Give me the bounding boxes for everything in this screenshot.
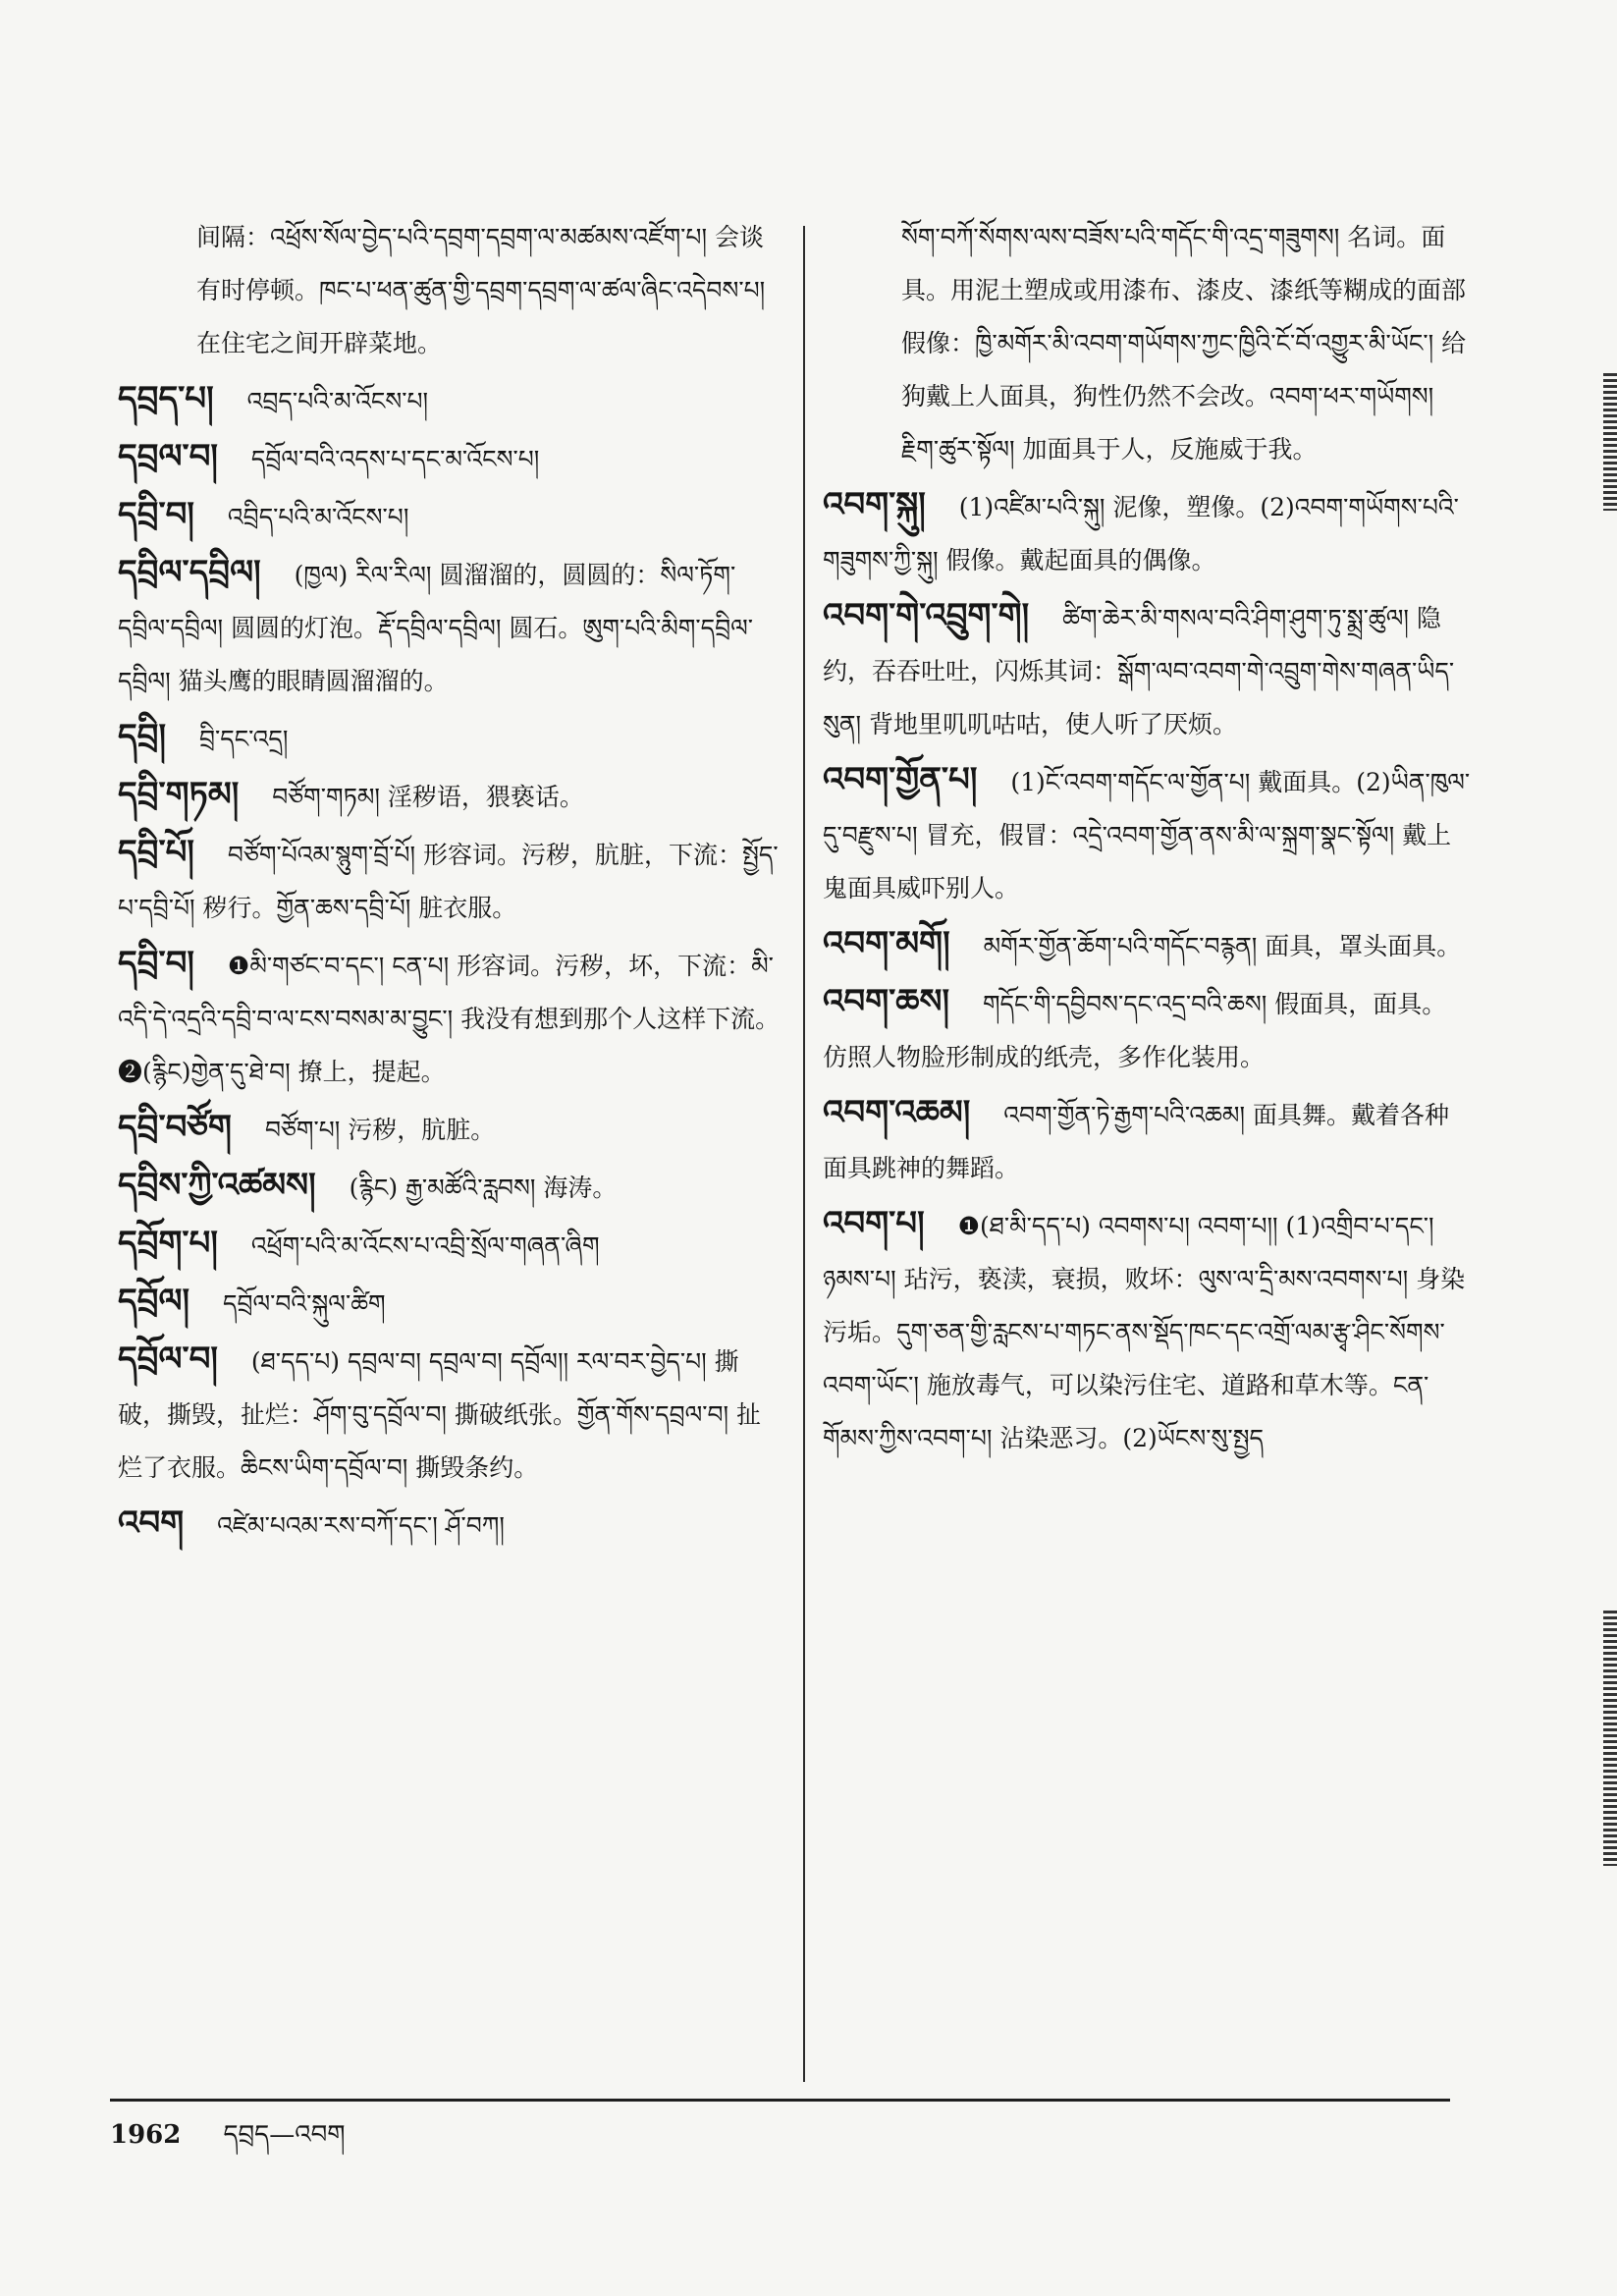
entry-headword: འབག་གྱོན་པ། xyxy=(823,760,978,799)
entry-headword: དབྲི་བཙོག xyxy=(118,1108,232,1147)
entry-headword: འབག་པ། xyxy=(823,1204,925,1243)
dictionary-entry xyxy=(118,1159,785,1215)
dictionary-entry xyxy=(118,430,785,486)
dictionary-entry xyxy=(118,372,785,428)
entry-definition: གདོང་གི་དབྱིབས་དང་འདྲ་བའི་ཆས། 假面具，面具。仿照人物脸形制成的纸壳，多作化装用。 xyxy=(823,990,1447,1071)
entry-headword: འབག་གེ་འབྲུག་གེ། xyxy=(823,596,1030,635)
dictionary-entry xyxy=(118,1275,785,1331)
dictionary-entry xyxy=(823,917,1471,973)
scan-edge-mark xyxy=(1603,373,1617,511)
entry-definition: དབྲོལ་བའི་སྐུལ་ཚིག xyxy=(223,1289,386,1318)
page-number: 1962 xyxy=(110,2120,182,2150)
dictionary-entry xyxy=(118,710,785,766)
dictionary-entry xyxy=(118,488,785,544)
entry-definition: ❶(ཐ་མི་དད་པ) འབགས་པ། འབག་པ།། (1)འགྲིབ་པ་དང་། ཉམས་པ། 玷污，亵渎，衰损，败坏：ལུས་ལ་དྲི་མས་འབགས་པ། 身染污垢。དུག་ཅན་གྱི་རླངས་པ་གཏང་ནས་སྡོད་ཁང་དང་འགྲོ་ལམ་རྩྭ་ཤིང་སོགས་འབག་ཡོང་། 施放毒气，可以染污住宅、道路和草木等。ངན་གོམས་ཀྱིས་འབག་པ། 沾染恶习。(2)ཡོངས་སུ་སྤྱད xyxy=(823,1212,1466,1452)
entry-headword: འབག xyxy=(118,1503,185,1543)
entry-headword: འབག་འཆམ། xyxy=(823,1093,971,1132)
entry-headword: འབག་ཆས། xyxy=(823,982,949,1021)
entry-headword: དབྲིལ་དབྲིལ། xyxy=(118,553,261,592)
dictionary-entry xyxy=(823,753,1471,915)
page-range: དབྲད—འབག xyxy=(223,2120,346,2150)
entry-definition: ❶མི་གཙང་བ་དང་། ངན་པ། 形容词。污秽，坏，下流：མི་འདི་དེ་འདྲའི་དབྲི་བ་ལ་ངས་བསམ་མ་བྱུང་། 我没有想到那个人这样下流。❷(རྙིང)གྱེན་དུ་ཐེ་བ། 撩上，提起。 xyxy=(118,952,781,1086)
entry-definition: (ཁྱལ) རིལ་རིལ། 圆溜溜的，圆圆的：སིལ་ཏོག་དབྲིལ་དབྲིལ། 圆圆的灯泡。རྡོ་དབྲིལ་དབྲིལ། 圆石。ཨུག་པའི་མིག་དབྲིལ་དབྲིལ། 猫头鹰的眼睛圆溜溜的。 xyxy=(118,561,754,695)
dictionary-entry xyxy=(823,478,1471,587)
entry-headword: དབྲི་བ། xyxy=(118,495,194,534)
dictionary-entry xyxy=(823,1197,1471,1465)
entry-definition: འཛེམ་པའམ་རས་བཀོ་དང་། ཤོ་བཀ། xyxy=(217,1511,505,1540)
entry-headword: འབག་མགོ། xyxy=(823,924,950,963)
entry-headword: དབྲི། xyxy=(118,717,167,756)
entry-definition: (ཐ་དད་པ) དབྲལ་བ། དབྲལ་བ། དབྲོལ།། རལ་བར་བྱེད་པ། 撕破，撕毁，扯烂：ཤོག་བུ་དབྲོལ་བ། 撕破纸张。གྱོན་གོས་དབྲལ་བ། 扯烂了衣服。ཆིངས་ཡིག་དབྲོལ་བ། 撕毁条约。 xyxy=(118,1347,762,1482)
dictionary-entry xyxy=(823,211,1471,476)
page-footer xyxy=(110,2106,346,2178)
entry-definition: དབྲོལ་བའི་འདས་པ་དང་མ་འོངས་པ། xyxy=(250,445,540,473)
entry-definition: བཙོག་པོའམ་སྙུག་བྲོ་པོ། 形容词。污秽，肮脏，下流：སྤྱོད་པ་དབྲི་པོ། 秽行。གྱོན་ཆས་དབྲི་པོ། 脏衣服。 xyxy=(118,841,779,922)
entry-definition: འབྲད་པའི་མ་འོངས་པ། xyxy=(246,387,429,415)
entry-definition: འབག་གྱོན་ཏེ་རྒྱག་པའི་འཆམ། 面具舞。戴着各种面具跳神的舞蹈。 xyxy=(823,1101,1449,1182)
dictionary-entry xyxy=(118,211,785,370)
dictionary-entry xyxy=(823,975,1471,1084)
dictionary-entry xyxy=(118,1101,785,1157)
dictionary-entry xyxy=(823,1086,1471,1195)
entry-definition: མགོར་གྱོན་ཆོག་པའི་གདོང་བརྙན། 面具，罩头面具。 xyxy=(983,932,1462,960)
entry-definition: 间隔：འཕྲོས་སོལ་བྱེད་པའི་དབྲག་དབྲག་ལ་མཚམས་འཛོག་པ། 会谈有时停顿。ཁང་པ་ཕན་ཚུན་གྱི་དབྲག་དབྲག་ལ་ཚལ་ཞིང་འདེབས་པ། 在住宅之间开辟菜地。 xyxy=(196,223,766,357)
dictionary-entry xyxy=(118,1217,785,1273)
entry-headword: འབག་སྐུ། xyxy=(823,485,926,524)
scan-edge-mark xyxy=(1603,1611,1617,1866)
entry-definition: སོག་བཀོ་སོགས་ལས་བཟོས་པའི་གདོང་གི་འདྲ་གཟུགས། 名词。面具。用泥土塑成或用漆布、漆皮、漆纸等糊成的面部假像：ཁྱི་མགོར་མི་འབག་གཡོགས་ཀྱང་ཁྱིའི་ངོ་བོ་འགྱུར་མི་ཡོང་། 给狗戴上人面具，狗性仍然不会改。འབག་ཕར་གཡོགས། རྗིག་ཚུར་སྟོལ། 加面具于人，反施威于我。 xyxy=(901,223,1467,464)
dictionary-entry xyxy=(823,589,1471,751)
entry-definition: (1)འཛིམ་པའི་སྐུ། 泥像，塑像。(2)འབག་གཡོགས་པའི་གཟུགས་ཀྱི་སྐུ། 假像。戴起面具的偶像。 xyxy=(823,493,1459,574)
right-column xyxy=(823,211,1471,2097)
entry-headword: དབྲོག་པ། xyxy=(118,1224,218,1263)
entry-headword: དབྲི་པོ། xyxy=(118,833,194,872)
footer-rule xyxy=(110,2099,1450,2102)
entry-definition: (རྙིང) རྒྱ་མཚོའི་རླབས། 海涛。 xyxy=(349,1174,618,1202)
entry-headword: དབྲད་པ། xyxy=(118,379,214,418)
dictionary-entry xyxy=(118,826,785,935)
dictionary-entry xyxy=(118,1333,785,1495)
entry-headword: དབྲོལ་བ། xyxy=(118,1339,218,1379)
column-divider xyxy=(803,226,805,2082)
entry-headword: དབྲིས་ཀྱི་འཚམས། xyxy=(118,1166,316,1205)
entry-headword: དབྲི་བ། xyxy=(118,944,194,983)
entry-definition: འཕྲོག་པའི་མ་འོངས་པ་འབྲི་སྲོལ་གཞན་ཞིག xyxy=(250,1231,600,1260)
dictionary-entry xyxy=(118,546,785,708)
dictionary-entry xyxy=(118,1497,785,1553)
entry-headword: དབྲལ་བ། xyxy=(118,437,218,476)
entry-definition: ཚིག་ཆེར་མི་གསལ་བའི་ཤིག་ཤུག་ཏུ་སྨྲ་ཚུལ། 隐约，吞吞吐吐，闪烁其词：སྒོག་ལབ་འབག་གེ་འབྲུག་གེས་གཞན་ཡིད་སུན། 背地里叽叽咕咕，使人听了厌烦。 xyxy=(823,604,1455,738)
entry-headword: དབྲོལ། xyxy=(118,1282,190,1321)
entry-definition: བཙོག་པ། 污秽，肮脏。 xyxy=(264,1116,496,1144)
dictionary-entry xyxy=(118,768,785,824)
dictionary-entry xyxy=(118,937,785,1099)
entry-headword: དབྲི་གཏམ། xyxy=(118,775,240,814)
entry-definition: བཙོག་གཏམ། 淫秽语，猥亵话。 xyxy=(272,783,584,811)
entry-definition: (1)ངོ་འབག་གདོང་ལ་གྱོན་པ། 戴面具。(2)ཡིན་ཁུལ་དུ་བརྫུས་པ། 冒充，假冒：འདྲེ་འབག་གྱོན་ནས་མི་ལ་སྐྲག་སྣང་སྟོལ། 戴上鬼面具威吓别人。 xyxy=(823,768,1471,902)
entry-definition: འབྲིད་པའི་མ་འོངས་པ། xyxy=(227,503,409,531)
entry-definition: བྲི་དང་འདྲ། xyxy=(198,725,289,753)
left-column xyxy=(118,211,785,2097)
